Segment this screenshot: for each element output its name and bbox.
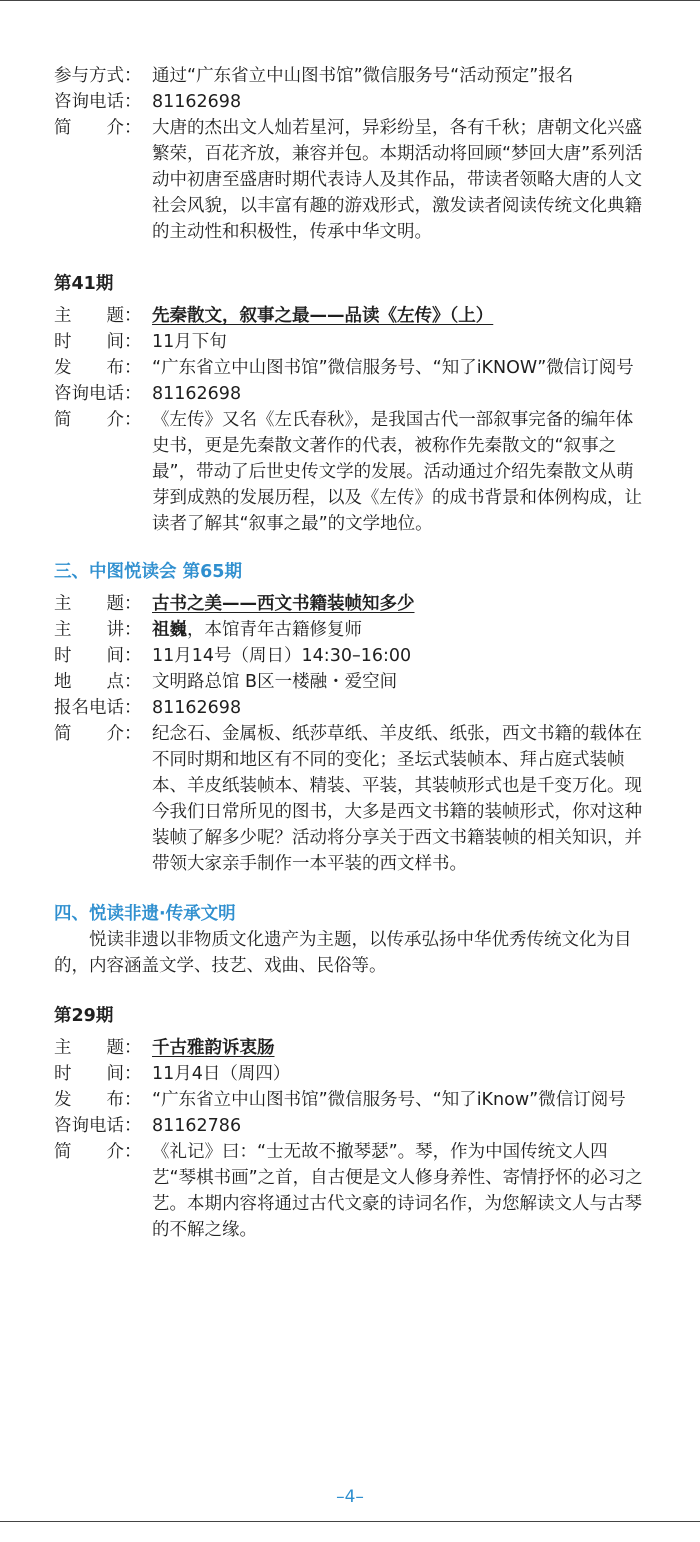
issue-41-theme-row xyxy=(54,303,644,329)
issue-41-heading: 第41期 xyxy=(54,274,114,294)
section-3-time-row xyxy=(54,643,644,669)
participation-method-value: 通过“广东省立中山图书馆”微信服务号“活动预定”报名 xyxy=(152,66,574,86)
issue-29-intro-row xyxy=(54,1139,644,1243)
section-3-phone-row xyxy=(54,695,644,721)
section-3-time: 11月14号（周日）14:30–16:00 xyxy=(152,646,412,666)
section-3-heading: 三、中图悦读会 第65期 xyxy=(54,562,242,582)
issue-29-heading: 第29期 xyxy=(54,1006,114,1026)
speaker-label: 主 讲： xyxy=(54,620,142,640)
participation-method-label: 参与方式： xyxy=(54,66,142,86)
top-rule xyxy=(0,0,700,1)
intro-row xyxy=(54,115,644,245)
issue-29-publish: “广东省立中山图书馆”微信服务号、“知了iKnow”微信订阅号 xyxy=(152,1090,626,1110)
issue-29-intro: 《礼记》曰：“士无故不撤琴瑟”。琴，作为中国传统文人四艺“琴棋书画”之首，自古便是文人修身养性、寄情抒怀的必习之艺。本期内容将通过古代文豪的诗词名作，为您解读文人与古琴的不解之缘。 xyxy=(152,1142,643,1240)
consult-phone-value: 81162698 xyxy=(152,92,242,112)
issue-29-time: 11月4日（周四） xyxy=(152,1064,291,1084)
intro-label: 简 介： xyxy=(54,724,142,744)
issue-29-time-row xyxy=(54,1061,644,1087)
place-label: 地 点： xyxy=(54,672,142,692)
issue-41-time: 11月下旬 xyxy=(152,332,227,352)
publish-label: 发 布： xyxy=(54,358,142,378)
issue-29-publish-row xyxy=(54,1087,644,1113)
section-3-phone: 81162698 xyxy=(152,698,242,718)
page-number: –4– xyxy=(336,1487,364,1507)
intro-text: 大唐的杰出文人灿若星河，异彩纷呈，各有千秋；唐朝文化兴盛繁荣，百花齐放，兼容并包。本期活动将回顾“梦回大唐”系列活动中初唐至盛唐时期代表诗人及其作品，带读者领略大唐的人文社会风貌，以丰富有趣的游戏形式，激发读者阅读传统文化典籍的主动性和积极性，传承中华文明。 xyxy=(152,118,643,242)
issue-29-theme: 千古雅韵诉衷肠 xyxy=(152,1038,275,1058)
issue-41-publish: “广东省立中山图书馆”微信服务号、“知了iKNOW”微信订阅号 xyxy=(152,358,634,378)
consult-phone-label: 咨询电话： xyxy=(54,384,142,404)
issue-29-theme-row xyxy=(54,1035,644,1061)
participation-method-row xyxy=(54,63,644,89)
section-4-heading: 四、悦读非遗·传承文明 xyxy=(54,904,236,924)
section-3-intro-row xyxy=(54,721,644,877)
intro-label: 简 介： xyxy=(54,410,142,430)
document-body xyxy=(54,63,644,1243)
issue-41-publish-row xyxy=(54,355,644,381)
issue-41-theme: 先秦散文，叙事之最——品读《左传》（上） xyxy=(152,306,494,326)
time-label: 时 间： xyxy=(54,1064,142,1084)
bottom-rule xyxy=(0,1521,700,1522)
issue-41-intro-row xyxy=(54,407,644,537)
intro-label: 简 介： xyxy=(54,118,142,138)
theme-label: 主 题： xyxy=(54,1038,142,1058)
section-3-theme-row xyxy=(54,591,644,617)
section-3-theme: 古书之美——西文书籍装帧知多少 xyxy=(152,594,415,614)
issue-29-phone: 81162786 xyxy=(152,1116,242,1136)
speaker-name: 祖巍 xyxy=(152,620,187,640)
section-3-place-row xyxy=(54,669,644,695)
time-label: 时 间： xyxy=(54,646,142,666)
issue-41-phone-row xyxy=(54,381,644,407)
issue-41-intro: 《左传》又名《左氏春秋》，是我国古代一部叙事完备的编年体史书，更是先秦散文著作的代表，被称作先秦散文的“叙事之最”，带动了后世史传文学的发展。活动通过介绍先秦散文从萌芽到成熟的发展历程，以及《左传》的成书背景和体例构成，让读者了解其“叙事之最”的文学地位。 xyxy=(152,410,642,534)
signup-phone-label: 报名电话： xyxy=(54,698,142,718)
speaker-title: ，本馆青年古籍修复师 xyxy=(187,620,362,640)
issue-41-time-row xyxy=(54,329,644,355)
consult-phone-label: 咨询电话： xyxy=(54,92,142,112)
time-label: 时 间： xyxy=(54,332,142,352)
publish-label: 发 布： xyxy=(54,1090,142,1110)
section-3-speaker-row xyxy=(54,617,644,643)
issue-29-phone-row xyxy=(54,1113,644,1139)
theme-label: 主 题： xyxy=(54,306,142,326)
section-3-intro: 纪念石、金属板、纸莎草纸、羊皮纸、纸张，西文书籍的载体在不同时期和地区有不同的变化；圣坛式装帧本、拜占庭式装帧本、羊皮纸装帧本、精装、平装，其装帧形式也是千变万化。现今我们日常所见的图书，大多是西文书籍的装帧形式，你对这种装帧了解多少呢？活动将分享关于西文书籍装帧的相关知识，并带领大家亲手制作一本平装的西文样书。 xyxy=(152,724,642,874)
section-4-description: 悦读非遗以非物质文化遗产为主题，以传承弘扬中华优秀传统文化为目的，内容涵盖文学、技艺、戏曲、民俗等。 xyxy=(54,930,632,976)
consult-phone-label: 咨询电话： xyxy=(54,1116,142,1136)
theme-label: 主 题： xyxy=(54,594,142,614)
intro-label: 简 介： xyxy=(54,1142,142,1162)
consult-phone-row xyxy=(54,89,644,115)
section-3-speaker xyxy=(152,620,362,640)
section-3-place: 文明路总馆 B区一楼融・爱空间 xyxy=(152,672,398,692)
issue-41-phone: 81162698 xyxy=(152,384,242,404)
